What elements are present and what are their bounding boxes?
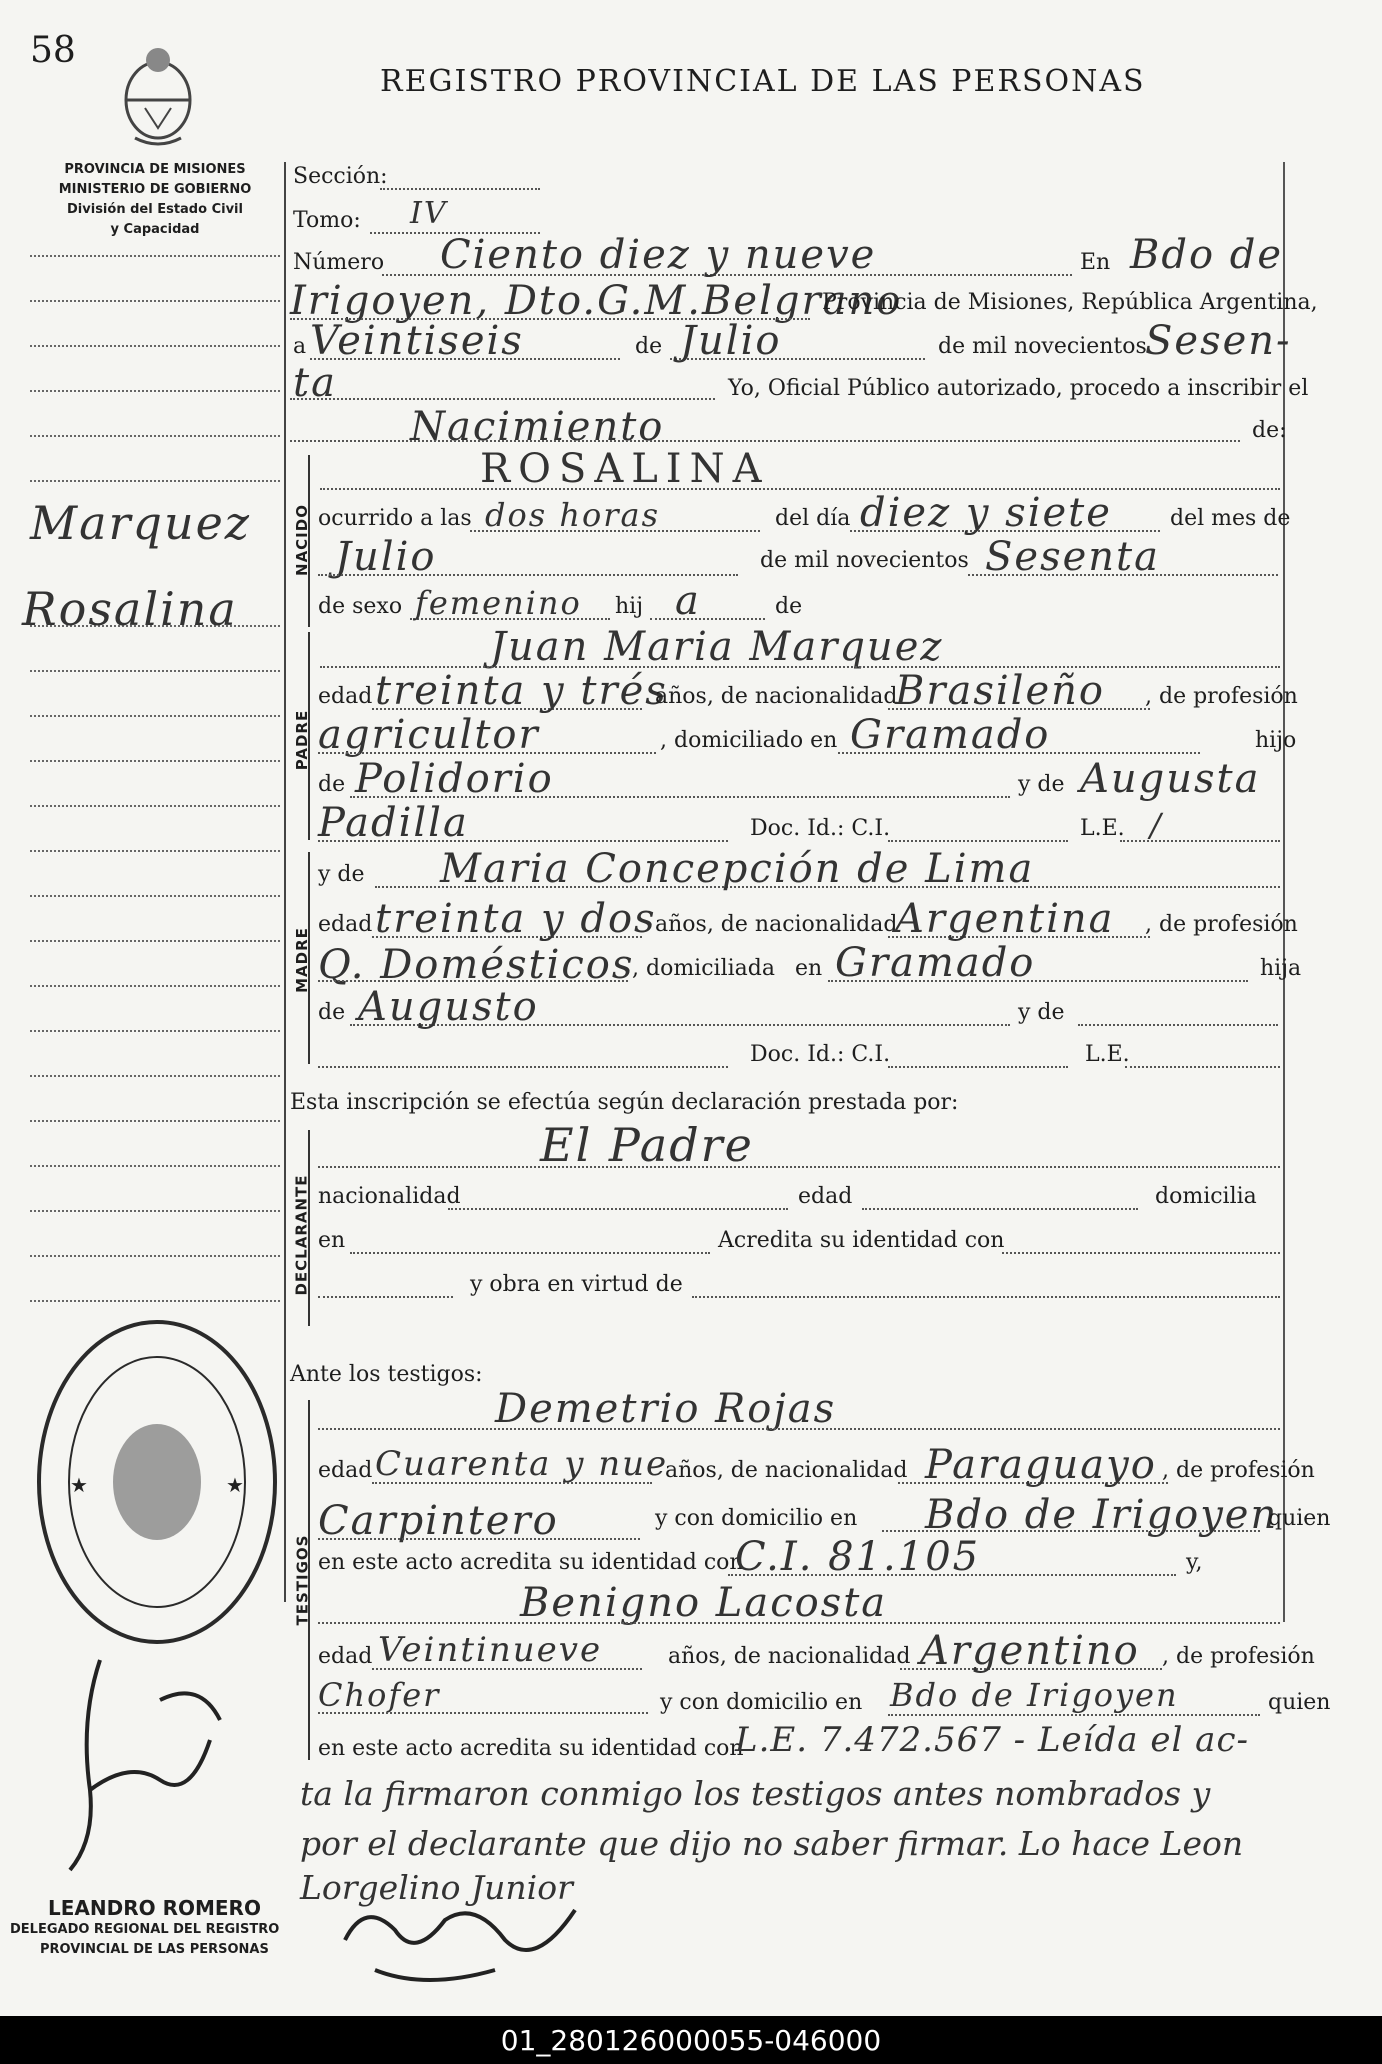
madre-le-label: L.E.: [1085, 1042, 1130, 1067]
madre-label: MADRE: [293, 927, 312, 993]
svg-text:★: ★: [226, 1473, 244, 1497]
t1-quien-label: quien: [1268, 1506, 1331, 1531]
tomo-value: IV: [410, 196, 448, 231]
t1-acto-label: en este acto acredita su identidad con: [318, 1550, 744, 1575]
padre-dom: Gramado: [850, 712, 1051, 758]
witness-signature: [335, 1880, 635, 2000]
place-value: Irigoyen, Dto.G.M.Belgrano: [290, 278, 903, 324]
t2-prof-label: , de profesión: [1162, 1644, 1315, 1669]
mil-novecientos-label: de mil novecientos: [938, 334, 1147, 359]
madre-dom: Gramado: [835, 940, 1036, 986]
madre-edad: treinta y dos: [375, 896, 657, 942]
padre-cont: Padilla: [318, 800, 469, 846]
hij-label: hij: [615, 594, 644, 619]
padre-prof-label: , de profesión: [1145, 684, 1298, 709]
closing-line-2: por el declarante que dijo no saber firmar. Lo hace Leon: [300, 1824, 1244, 1863]
ante-label: Ante los testigos:: [290, 1362, 483, 1387]
t2-doc: L.E. 7.472.567 - Leída el ac-: [735, 1720, 1249, 1760]
t2-dom: Bdo de Irigoyen: [890, 1676, 1179, 1714]
t1-prof: Carpintero: [318, 1498, 559, 1544]
padre-de: Polidorio: [355, 756, 554, 802]
del-mes-label: del mes de: [1170, 506, 1291, 531]
madre-de: Augusto: [358, 984, 539, 1030]
de-colon-label: de:: [1252, 418, 1287, 443]
t1-nac: Paraguayo: [925, 1442, 1157, 1488]
padre-nac-label: años, de nacionalidad: [655, 684, 898, 709]
padre-edad-label: edad: [318, 684, 373, 709]
madre-doc-label: Doc. Id.: C.I.: [750, 1042, 891, 1067]
margin-given-name: Rosalina: [22, 582, 238, 636]
child-name: ROSALINA: [480, 446, 770, 492]
de-label: de: [635, 334, 663, 359]
t1-edad-label: edad: [318, 1458, 373, 1483]
margin-surname: Marquez: [30, 496, 252, 550]
t1-dom-label: y con domicilio en: [655, 1506, 858, 1531]
ocurrido-label: ocurrido a las: [318, 506, 472, 531]
stamp-name: LEANDRO ROMERO: [48, 1896, 261, 1920]
agency-block: [30, 160, 280, 240]
hij-suffix: a: [675, 578, 701, 624]
footer-id-bar: [0, 2016, 1382, 2064]
padre-de-label: de: [318, 772, 346, 797]
anio-value-a: Sesen-: [1145, 318, 1292, 364]
registry-title: REGISTRO PROVINCIAL DE LAS PERSONAS: [380, 64, 1146, 99]
coat-of-arms-icon: [115, 38, 201, 148]
declarante-label: DECLARANTE: [293, 1174, 312, 1296]
agency-line2: MINISTERIO DE GOBIERNO: [58, 182, 252, 197]
hijo-label: hijo: [1255, 728, 1297, 753]
testigo2-name: Benigno Lacosta: [520, 1580, 888, 1626]
padre-le-label: L.E.: [1080, 816, 1125, 841]
t1-prof-label: , de profesión: [1162, 1458, 1315, 1483]
padre-le: /: [1150, 806, 1163, 844]
t1-edad: Cuarenta y nue: [375, 1444, 669, 1484]
t2-nac: Argentino: [920, 1628, 1140, 1674]
inscripcion-label: Esta inscripción se efectúa según declaración prestada por:: [290, 1090, 959, 1115]
madre-nac: Argentina: [895, 896, 1115, 942]
sexo-value: femenino: [415, 584, 582, 622]
padre-prof: agricultor: [318, 712, 540, 758]
numero-value: Ciento diez y nueve: [440, 232, 877, 278]
padre-edad: treinta y trés: [375, 668, 668, 714]
official-signature: [40, 1640, 240, 1890]
madre-prof: Q. Domésticos: [318, 942, 635, 988]
stamp-title-2: PROVINCIAL DE LAS PERSONAS: [40, 1942, 269, 1957]
margin-rule: [284, 162, 286, 1602]
sexo-label: de sexo: [318, 594, 403, 619]
t2-prof: Chofer: [318, 1676, 441, 1714]
svg-text:★: ★: [70, 1473, 88, 1497]
closing-line-1: ta la firmaron conmigo los testigos antes nombrados y: [300, 1774, 1211, 1813]
dia-value: Veintiseis: [310, 318, 524, 364]
del-dia-label: del día: [775, 506, 851, 531]
hija-label: hija: [1260, 956, 1302, 981]
page-number: 58: [30, 30, 76, 71]
acto-value: Nacimiento: [410, 404, 665, 450]
declarante-value: El Padre: [540, 1118, 754, 1172]
seccion-label: Sección:: [293, 164, 388, 189]
tomo-label: Tomo:: [293, 208, 361, 233]
t2-quien-label: quien: [1268, 1690, 1331, 1715]
en-label: En: [1080, 250, 1111, 275]
stamp-title-1: DELEGADO REGIONAL DEL REGISTRO: [10, 1922, 280, 1937]
decl-en-label: en: [318, 1228, 346, 1253]
closing-line-3: Lorgelino Junior: [300, 1868, 573, 1907]
testigos-label: TESTIGOS: [293, 1534, 311, 1626]
t2-edad-label: edad: [318, 1644, 373, 1669]
decl-edad-label: edad: [798, 1184, 853, 1209]
padre-label: PADRE: [293, 709, 312, 771]
domiciliada-label: , domiciliada: [632, 956, 775, 981]
padre-nac: Brasileño: [895, 668, 1105, 714]
oficial-label: Yo, Oficial Público autorizado, procedo a inscribir el: [728, 376, 1309, 401]
madre-y-de-2: y de: [1018, 1000, 1065, 1025]
madre-nombre: Maria Concepción de Lima: [440, 846, 1035, 892]
padre-y-de: Augusta: [1080, 756, 1261, 802]
madre-en-label: en: [795, 956, 823, 981]
t1-doc: C.I. 81.105: [735, 1534, 981, 1580]
mil-novecientos-2: de mil novecientos: [760, 548, 969, 573]
hora-value: dos horas: [485, 496, 661, 534]
en-value: Bdo de: [1130, 232, 1284, 278]
provincia-label: Provincia de Misiones, República Argentina,: [822, 290, 1318, 315]
padre-y-de-label: y de: [1018, 772, 1065, 797]
footer-id: 01_280126000055-046000: [500, 2023, 882, 2057]
t2-edad: Veintinueve: [378, 1630, 603, 1670]
de-label-2: de: [775, 594, 803, 619]
agency-line4: y Capacidad: [110, 222, 200, 237]
t1-y-label: y,: [1186, 1550, 1203, 1575]
acredita-label: Acredita su identidad con: [718, 1228, 1005, 1253]
t1-dom: Bdo de Irigoyen: [925, 1492, 1279, 1538]
t1-nac-label: años, de nacionalidad: [665, 1458, 908, 1483]
numero-label: Número: [293, 250, 385, 275]
madre-nac-label: años, de nacionalidad: [655, 912, 898, 937]
anio-value-b: ta: [293, 360, 337, 406]
anio-nac-value: Sesenta: [985, 534, 1160, 580]
padre-doc-label: Doc. Id.: C.I.: [750, 816, 891, 841]
domicilia-label: domicilia: [1155, 1184, 1257, 1209]
madre-prof-label: , de profesión: [1145, 912, 1298, 937]
domiciliado-label: , domiciliado en: [660, 728, 838, 753]
nacionalidad-label: nacionalidad: [318, 1184, 461, 1209]
agency-line1: PROVINCIA DE MISIONES: [64, 162, 246, 177]
a-label: a: [293, 334, 307, 359]
padre-nombre: Juan Maria Marquez: [490, 624, 944, 670]
madre-y-de-label: y de: [318, 862, 365, 887]
testigo1-name: Demetrio Rojas: [495, 1386, 837, 1432]
official-seal-icon: [32, 1312, 282, 1652]
madre-edad-label: edad: [318, 912, 373, 937]
mes-value: Julio: [680, 318, 782, 364]
mes-nac-value: Julio: [335, 534, 437, 580]
t2-nac-label: años, de nacionalidad: [668, 1644, 911, 1669]
nacido-label: NACIDO: [293, 504, 311, 576]
dia-nac-value: diez y siete: [860, 490, 1112, 536]
t2-acto-label: en este acto acredita su identidad con: [318, 1736, 744, 1761]
madre-de-label: de: [318, 1000, 346, 1025]
obra-label: y obra en virtud de: [470, 1272, 683, 1297]
agency-line3: División del Estado Civil: [67, 202, 243, 217]
t2-dom-label: y con domicilio en: [660, 1690, 863, 1715]
